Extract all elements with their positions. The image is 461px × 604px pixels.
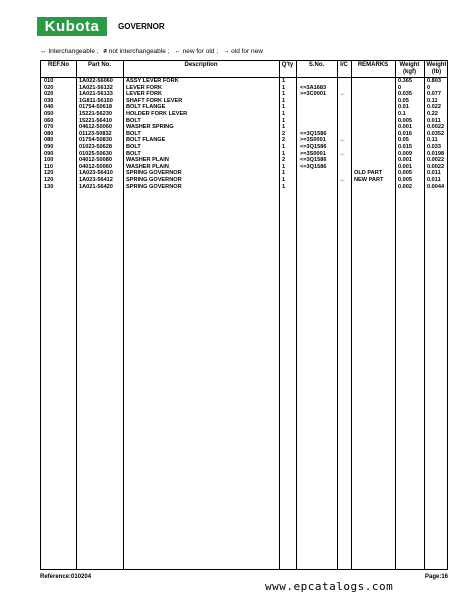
cell-sno: >=3C0001 bbox=[300, 91, 327, 98]
table-row bbox=[41, 177, 447, 184]
cell-desc: SPRING GOVERNOR bbox=[126, 176, 182, 183]
table-row bbox=[41, 98, 447, 105]
cell-part: 15221-56230 bbox=[79, 110, 112, 117]
cell-kgf: 0.015 bbox=[398, 143, 412, 150]
cell-ref: 090 bbox=[44, 150, 54, 157]
table-body bbox=[41, 78, 447, 190]
cell-part: 01123-50832 bbox=[79, 130, 112, 137]
cell-part: 1A021-56133 bbox=[79, 91, 113, 98]
table-row bbox=[41, 144, 447, 151]
cell-part: 1A022-56060 bbox=[79, 78, 113, 84]
cell-kgf: 0.002 bbox=[398, 183, 412, 190]
cell-kgf: 0.01 bbox=[398, 104, 409, 111]
cell-qty: 1 bbox=[282, 163, 286, 170]
right-arrow-icon: → bbox=[222, 48, 230, 55]
header-description: Description bbox=[184, 62, 218, 68]
header-qty: Q'ty bbox=[281, 62, 294, 68]
cell-remarks: NEW PART bbox=[354, 176, 384, 183]
cell-desc: BOLT bbox=[126, 150, 141, 157]
double-arrow-icon: ↔ bbox=[40, 48, 47, 55]
cell-ic: ← bbox=[340, 137, 346, 144]
legend-interchangeable: ↔ Interchangeable ; bbox=[40, 48, 99, 55]
cell-kgf: 0.001 bbox=[398, 157, 412, 164]
cell-ref: 090 bbox=[44, 143, 54, 150]
cell-qty: 2 bbox=[282, 137, 286, 144]
cell-ref: 120 bbox=[44, 176, 54, 183]
cell-desc: BOLT bbox=[126, 117, 141, 124]
cell-ic: ← bbox=[340, 176, 346, 183]
cell-desc: LEVER FORK bbox=[126, 84, 163, 91]
header-weight-kgf: Weight (kgf) bbox=[399, 62, 420, 75]
cell-qty: 1 bbox=[282, 183, 286, 190]
table-row bbox=[41, 118, 447, 125]
header-ref-no: REF.No bbox=[48, 62, 69, 68]
table-row bbox=[41, 131, 447, 138]
cell-lb: 0.0198 bbox=[427, 150, 445, 157]
cell-part: 04012-50060 bbox=[79, 163, 112, 170]
cell-lb: 0.11 bbox=[427, 137, 438, 144]
cell-lb: 0 bbox=[427, 84, 431, 91]
cell-lb: 0.22 bbox=[427, 110, 438, 117]
cell-kgf: 0.005 bbox=[398, 170, 412, 177]
cell-desc: BOLT bbox=[126, 130, 141, 137]
table-row bbox=[41, 91, 447, 98]
cell-part: 01023-50628 bbox=[79, 143, 112, 150]
cell-sno: >=3S0001 bbox=[300, 150, 326, 157]
cell-part: 01754-50618 bbox=[79, 104, 112, 111]
cell-qty: 1 bbox=[282, 104, 286, 111]
cell-kgf: 0.005 bbox=[398, 117, 412, 124]
cell-part: 1G811-56150 bbox=[79, 97, 113, 104]
cell-ref: 060 bbox=[44, 117, 54, 124]
cell-desc: WASHER PLAIN bbox=[126, 157, 169, 164]
cell-lb: 0.033 bbox=[427, 143, 441, 150]
cell-qty: 1 bbox=[282, 143, 286, 150]
cell-ref: 130 bbox=[44, 183, 54, 190]
cell-qty: 1 bbox=[282, 124, 286, 131]
table-header bbox=[41, 61, 447, 78]
cell-lb: 0.077 bbox=[427, 91, 441, 98]
cell-desc: ASSY LEVER FORK bbox=[126, 78, 179, 84]
cell-kgf: 0.035 bbox=[398, 91, 412, 98]
cell-lb: 0.803 bbox=[427, 78, 441, 84]
legend-old-for-new: → old for new bbox=[222, 48, 263, 55]
cell-desc: BOLT FLANGE bbox=[126, 137, 166, 144]
header-remarks: REMARKS bbox=[357, 62, 389, 68]
cell-kgf: 0.1 bbox=[398, 110, 406, 117]
legend-new-for-old: ← new for old ; bbox=[174, 48, 219, 55]
cell-qty: 1 bbox=[282, 176, 286, 183]
cell-ref: 040 bbox=[44, 104, 54, 111]
table-row bbox=[41, 151, 447, 158]
cell-part: 04612-50060 bbox=[79, 124, 112, 131]
cell-qty: 2 bbox=[282, 157, 286, 164]
table-row bbox=[41, 85, 447, 92]
cell-lb: 0.011 bbox=[427, 170, 441, 177]
cell-kgf: 0.001 bbox=[398, 163, 412, 170]
not-equal-icon: ≠ bbox=[103, 48, 107, 55]
cell-ic: ← bbox=[340, 91, 346, 98]
cell-kgf: 0.001 bbox=[398, 124, 412, 131]
cell-ref: 020 bbox=[44, 84, 54, 91]
cell-part: 1A021-56420 bbox=[79, 183, 113, 190]
cell-ref: 070 bbox=[44, 124, 54, 131]
cell-ref: 080 bbox=[44, 130, 54, 137]
cell-ref: 120 bbox=[44, 170, 54, 177]
cell-sno: <=3Q1586 bbox=[300, 143, 327, 150]
parts-table bbox=[40, 60, 448, 570]
table-row bbox=[41, 157, 447, 164]
cell-ref: 010 bbox=[44, 78, 54, 84]
interchangeability-legend bbox=[40, 48, 266, 55]
cell-kgf: 0 bbox=[398, 84, 402, 91]
cell-ref: 080 bbox=[44, 137, 54, 144]
cell-qty: 1 bbox=[282, 117, 286, 124]
cell-qty: 2 bbox=[282, 130, 286, 137]
cell-desc: SPRING GOVERNOR bbox=[126, 170, 182, 177]
watermark-url[interactable]: www.epcatalogs.com bbox=[265, 580, 394, 593]
kubota-logo: Kubota bbox=[37, 17, 107, 36]
cell-lb: 0.0352 bbox=[427, 130, 445, 137]
cell-part: 15221-56410 bbox=[79, 117, 112, 124]
cell-part: 1A023-56410 bbox=[79, 170, 113, 177]
cell-kgf: 0.005 bbox=[398, 176, 412, 183]
cell-sno: >=3S0001 bbox=[300, 137, 326, 144]
cell-desc: SHAFT FORK LEVER bbox=[126, 97, 183, 104]
cell-qty: 1 bbox=[282, 110, 286, 117]
cell-desc: HOLDER FORK LEVER bbox=[126, 110, 188, 117]
table-row bbox=[41, 124, 447, 131]
reference-code: Reference:010204 bbox=[40, 574, 92, 580]
cell-sno: <=3Q1586 bbox=[300, 163, 327, 170]
cell-lb: 0.0022 bbox=[427, 163, 445, 170]
cell-lb: 0.0022 bbox=[427, 157, 445, 164]
cell-desc: LEVER FORK bbox=[126, 91, 163, 98]
header-ic: I/C bbox=[340, 62, 348, 68]
cell-kgf: 0.05 bbox=[398, 97, 409, 104]
table-row bbox=[41, 184, 447, 191]
cell-lb: 0.022 bbox=[427, 104, 441, 111]
cell-remarks: OLD PART bbox=[354, 170, 383, 177]
cell-kgf: 0.05 bbox=[398, 137, 409, 144]
cell-qty: 1 bbox=[282, 84, 286, 91]
cell-lb: 0.11 bbox=[427, 97, 438, 104]
cell-ref: 110 bbox=[44, 163, 54, 170]
table-row bbox=[41, 111, 447, 118]
cell-desc: WASHER SPRING bbox=[126, 124, 174, 131]
page-number: Page:16 bbox=[424, 574, 448, 580]
table-row bbox=[41, 164, 447, 171]
cell-lb: 0.011 bbox=[427, 117, 441, 124]
cell-sno: <=3Q1586 bbox=[300, 130, 327, 137]
left-arrow-icon: ← bbox=[174, 48, 181, 55]
cell-lb: 0.0022 bbox=[427, 124, 445, 131]
cell-sno: <=3Q1586 bbox=[300, 157, 327, 164]
legend-not-interchangeable: ≠ not interchangeable ; bbox=[103, 48, 170, 55]
header-part-no: Part No. bbox=[87, 62, 111, 68]
cell-desc: BOLT bbox=[126, 143, 141, 150]
cell-qty: 1 bbox=[282, 170, 286, 177]
cell-sno: <=3A1683 bbox=[300, 84, 327, 91]
cell-desc: SPRING GOVERNOR bbox=[126, 183, 182, 190]
cell-desc: WASHER PLAIN bbox=[126, 163, 169, 170]
page-title: GOVERNOR bbox=[118, 22, 165, 31]
cell-qty: 1 bbox=[282, 150, 286, 157]
cell-ic: ← bbox=[340, 150, 346, 157]
cell-desc: BOLT FLANGE bbox=[126, 104, 166, 111]
cell-kgf: 0.016 bbox=[398, 130, 412, 137]
cell-part: 1A023-56412 bbox=[79, 176, 113, 183]
cell-qty: 1 bbox=[282, 97, 286, 104]
cell-lb: 0.011 bbox=[427, 176, 441, 183]
table-row bbox=[41, 137, 447, 144]
table-row bbox=[41, 78, 447, 85]
cell-kgf: 0.365 bbox=[398, 78, 412, 84]
cell-part: 01754-50830 bbox=[79, 137, 112, 144]
header-serial-no: S.No. bbox=[308, 62, 325, 68]
cell-ref: 100 bbox=[44, 157, 54, 164]
table-row bbox=[41, 104, 447, 111]
cell-ref: 050 bbox=[44, 110, 54, 117]
cell-qty: 1 bbox=[282, 91, 286, 98]
cell-ref: 020 bbox=[44, 91, 54, 98]
cell-part: 04012-50080 bbox=[79, 157, 112, 164]
header-weight-lb: Weight (lb) bbox=[426, 62, 447, 75]
cell-kgf: 0.009 bbox=[398, 150, 412, 157]
table-row bbox=[41, 170, 447, 177]
cell-ref: 030 bbox=[44, 97, 54, 104]
cell-qty: 1 bbox=[282, 78, 286, 84]
cell-lb: 0.0044 bbox=[427, 183, 445, 190]
cell-part: 01025-50630 bbox=[79, 150, 112, 157]
cell-part: 1A021-56132 bbox=[79, 84, 113, 91]
